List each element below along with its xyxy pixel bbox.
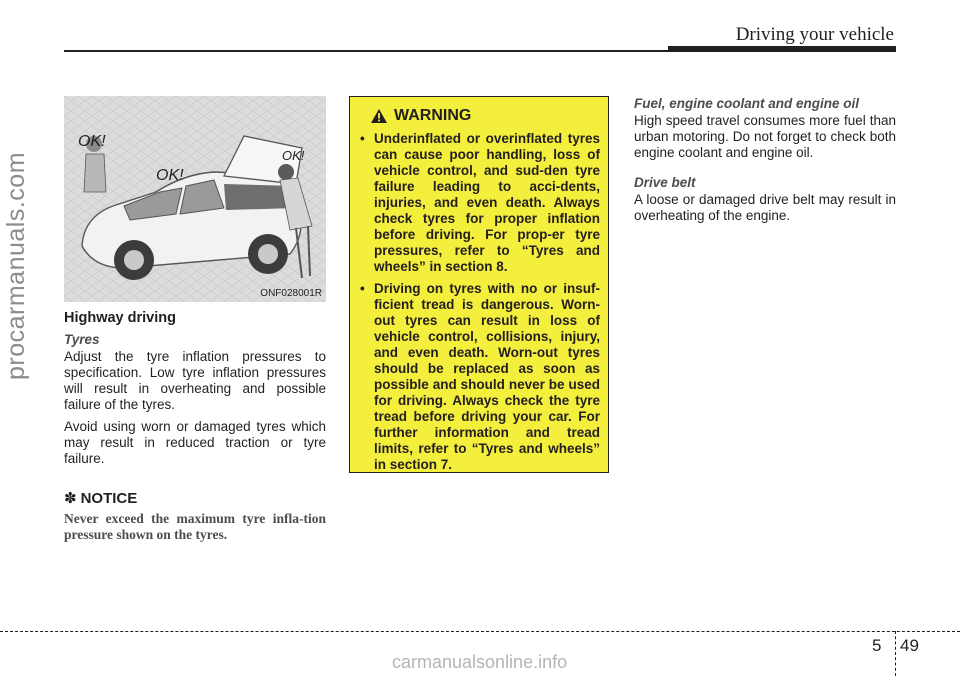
warning-title: WARNING (394, 107, 472, 124)
chapter-number: 5 (872, 636, 882, 655)
page-header-title: Driving your vehicle (735, 24, 894, 45)
tyres-paragraph: Adjust the tyre inflation pressures to specification. Low tyre inflation pressures will result in overheating and possible failure of the tyres. (64, 349, 326, 412)
fuel-subheading: Fuel, engine coolant and engine oil (634, 96, 860, 111)
header-rule-thick (668, 46, 896, 52)
left-column (64, 96, 326, 543)
footer-divider (895, 631, 896, 676)
drive-belt-subheading: Drive belt (634, 175, 696, 190)
tyres-paragraph: Avoid using worn or damaged tyres which may result in reduced traction or tyre failure. (64, 419, 326, 466)
ok-label-2: OK! (156, 167, 184, 184)
notice-heading (64, 489, 326, 507)
bottom-watermark: carmanualsonline.info (392, 652, 568, 672)
ok-label-3: OK! (282, 148, 305, 163)
side-watermark: procarmanuals.com (2, 151, 30, 380)
car-illustration-svg (64, 96, 326, 302)
fuel-paragraph: High speed travel consumes more fuel than urban motoring. Do not forget to check both engine coolant and engine oil. (634, 113, 896, 160)
notice-icon: ✽ (64, 490, 77, 507)
warning-heading (370, 107, 600, 125)
header-rule (64, 50, 674, 52)
warning-item: • Driving on tyres with no or insuf-ficient tread is dangerous. Worn-out tyres can result in loss of vehicle control, collisions, injury, and even death. Worn-out tyres should be replaced as soon as possible and should never be used for driving. Always check the tyre tread before driving your car. For further information and tread limits, refer to “Tyres and wheels” in section 7. (360, 281, 600, 473)
warning-triangle-icon (370, 108, 388, 124)
right-column (634, 96, 896, 230)
car-inspection-illustration (64, 96, 326, 302)
ok-label-1: OK! (78, 133, 106, 150)
notice-title: NOTICE (80, 489, 138, 507)
warning-list (360, 131, 600, 473)
notice-body: Never exceed the maximum tyre infla-tion pressure shown on the tyres. (64, 511, 326, 542)
drive-belt-paragraph: A loose or damaged drive belt may result in overheating of the engine. (634, 192, 896, 223)
image-code: ONF028001R (260, 288, 322, 299)
footer-rule (0, 631, 960, 632)
warning-item: • Underinflated or overinflated tyres can cause poor handling, loss of vehicle control, and sud-den tyre failure leading to acci-dents, injuries, and even death. Always check tyres for proper inflation before driving. For prop-er tyre pressures, refer to “Tyres and wheels” in section 8. (360, 131, 600, 275)
warning-box (349, 96, 609, 473)
page-number: 49 (900, 636, 919, 655)
section-heading: Highway driving (64, 310, 176, 326)
tyres-subheading: Tyres (64, 332, 100, 347)
